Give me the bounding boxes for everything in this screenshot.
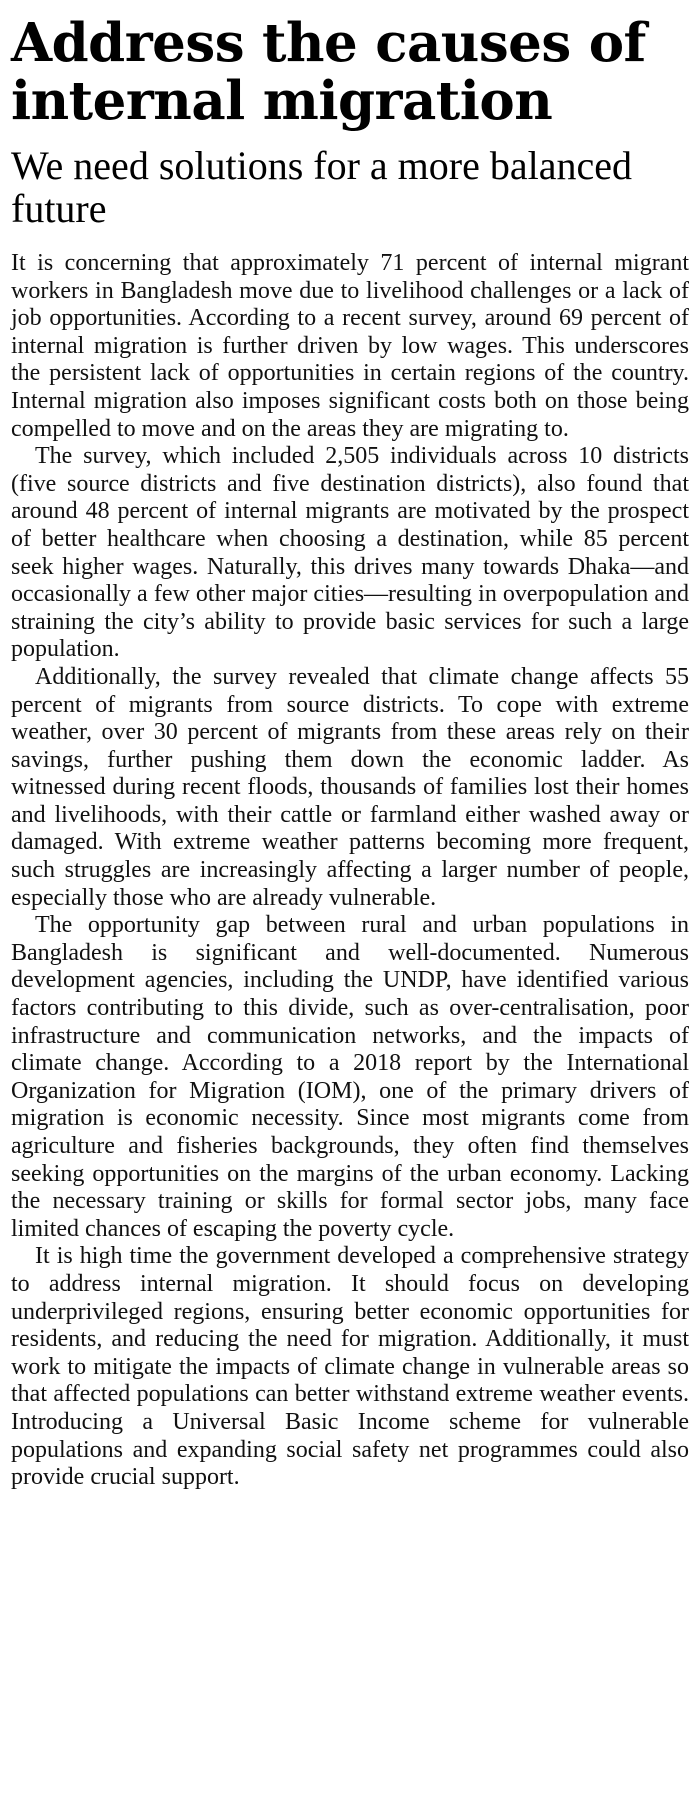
headline: Address the causes of internal migration [11, 12, 646, 132]
body-paragraph: It is concerning that approximately 71 percent of internal migrant workers in Bangladesh move due to livelihood challenges or a lack of job opportunities. According to a recent survey, around 69 percent of internal migration is further driven by low wages. This underscores the persistent lack of opportunities in certain regions of the country. Internal migration also imposes significant costs both on those being compelled to move and on the areas they are migrating to. [11, 250, 689, 442]
body-paragraph: Additionally, the survey revealed that climate change affects 55 percent of migrants from source districts. To cope with extreme weather, over 30 percent of migrants from these areas rely on their savings, further pushing them down the economic ladder. As witnessed during recent floods, thousands of families lost their homes and livelihoods, with their cattle or farmland either washed away or damaged. With extreme weather patterns becoming more frequent, such struggles are increasingly affecting a larger number of people, especially those who are already vulnerable. [11, 663, 689, 911]
subheadline: We need solutions for a more balanced future [11, 143, 632, 231]
body-paragraph: It is high time the government developed a comprehensive strategy to address internal migration. It should focus on developing underprivileged regions, ensuring better economic opportunities for residents, and reducing the need for migration. Additionally, it must work to mitigate the impacts of climate change in vulnerable areas so that affected populations can better withstand extreme weather events. Introducing a Universal Basic Income scheme for vulnerable populations and expanding social safety net programmes could also provide crucial support. [11, 1243, 689, 1491]
article-body [11, 250, 689, 1492]
article [11, 14, 689, 1492]
body-paragraph: The survey, which included 2,505 individuals across 10 districts (five source districts and five destination districts), also found that around 48 percent of internal migrants are motivated by the prospect of better healthcare when choosing a destination, while 85 percent seek higher wages. Naturally, this drives many towards Dhaka—and occasionally a few other major cities—resulting in overpopulation and straining the city’s ability to provide basic services for such a large population. [11, 443, 689, 663]
body-paragraph: The opportunity gap between rural and urban populations in Bangladesh is significant and well-documented. Numerous development agencies, including the UNDP, have identified various factors contributing to this divide, such as over-centralisation, poor infrastructure and communication networks, and the impacts of climate change. According to a 2018 report by the International Organization for Migration (IOM), one of the primary drivers of migration is economic necessity. Since most migrants come from agriculture and fisheries backgrounds, they often find themselves seeking opportunities on the margins of the urban economy. Lacking the necessary training or skills for formal sector jobs, many face limited chances of escaping the poverty cycle. [11, 912, 689, 1242]
